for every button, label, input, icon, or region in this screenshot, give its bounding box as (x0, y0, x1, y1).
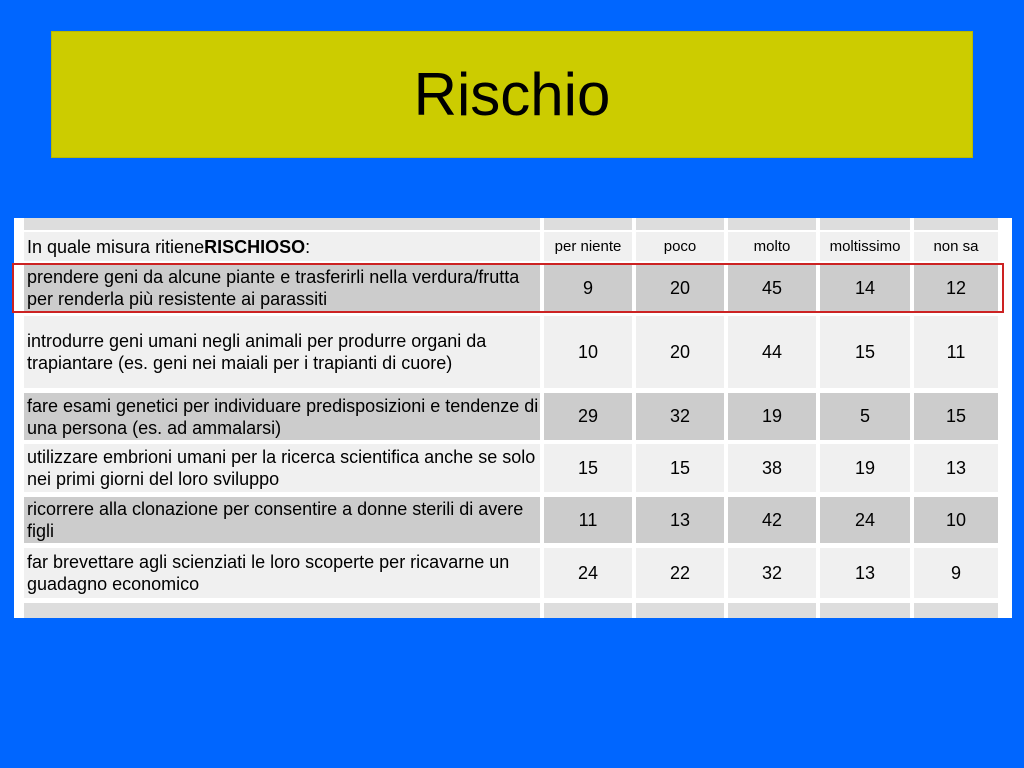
table-cell: 24 (544, 548, 632, 598)
table-cell: 32 (636, 393, 724, 440)
table-cell: 38 (728, 444, 816, 492)
table-cell: 14 (820, 264, 910, 312)
table-top-strip (24, 218, 1010, 230)
table-cell: 13 (636, 497, 724, 543)
survey-table (14, 218, 1012, 618)
row-label: fare esami genetici per individuare predisposizioni e tendenze di una persona (es. ad ammalarsi) (24, 393, 540, 440)
table-row (24, 548, 1010, 598)
row-label: ricorrere alla clonazione per consentire a donne sterili di avere figli (24, 497, 540, 543)
table-row (24, 497, 1010, 543)
table-cell: 11 (544, 497, 632, 543)
table-cell: 19 (728, 393, 816, 440)
table-cell: 20 (636, 264, 724, 312)
row-label: introdurre geni umani negli animali per produrre organi da trapiantare (es. geni nei maiali per i trapianti di cuore) (24, 316, 540, 388)
table-cell: 15 (914, 393, 998, 440)
table-bottom-strip (24, 603, 1010, 618)
table-cell: 13 (914, 444, 998, 492)
table-row (24, 444, 1010, 492)
table-row (24, 393, 1010, 440)
column-header: per niente (544, 232, 632, 261)
table-cell: 45 (728, 264, 816, 312)
column-header: molto (728, 232, 816, 261)
table-row (24, 316, 1010, 388)
table-cell: 9 (544, 264, 632, 312)
table-cell: 11 (914, 316, 998, 388)
question-header: In quale misura ritiene RISCHIOSO : (24, 232, 540, 261)
row-label: far brevettare agli scienziati le loro scoperte per ricavarne un guadagno economico (24, 548, 540, 598)
table-cell: 20 (636, 316, 724, 388)
table-cell: 9 (914, 548, 998, 598)
table-cell: 42 (728, 497, 816, 543)
table-cell: 29 (544, 393, 632, 440)
slide-title-bar (51, 31, 973, 158)
table-cell: 15 (636, 444, 724, 492)
table-cell: 15 (544, 444, 632, 492)
table-cell: 32 (728, 548, 816, 598)
table-cell: 13 (820, 548, 910, 598)
table-header-row (24, 232, 1010, 261)
column-header: moltissimo (820, 232, 910, 261)
column-header: poco (636, 232, 724, 261)
table-row (24, 264, 1010, 312)
table-cell: 19 (820, 444, 910, 492)
column-header: non sa (914, 232, 998, 261)
slide-title: Rischio (413, 61, 611, 128)
table-cell: 5 (820, 393, 910, 440)
table-cell: 24 (820, 497, 910, 543)
table-cell: 22 (636, 548, 724, 598)
table-cell: 15 (820, 316, 910, 388)
table-cell: 12 (914, 264, 998, 312)
row-label: prendere geni da alcune piante e trasferirli nella verdura/frutta per renderla più resistente ai parassiti (24, 264, 540, 312)
table-cell: 10 (544, 316, 632, 388)
table-cell: 44 (728, 316, 816, 388)
row-label: utilizzare embrioni umani per la ricerca scientifica anche se solo nei primi giorni del loro sviluppo (24, 444, 540, 492)
table-cell: 10 (914, 497, 998, 543)
